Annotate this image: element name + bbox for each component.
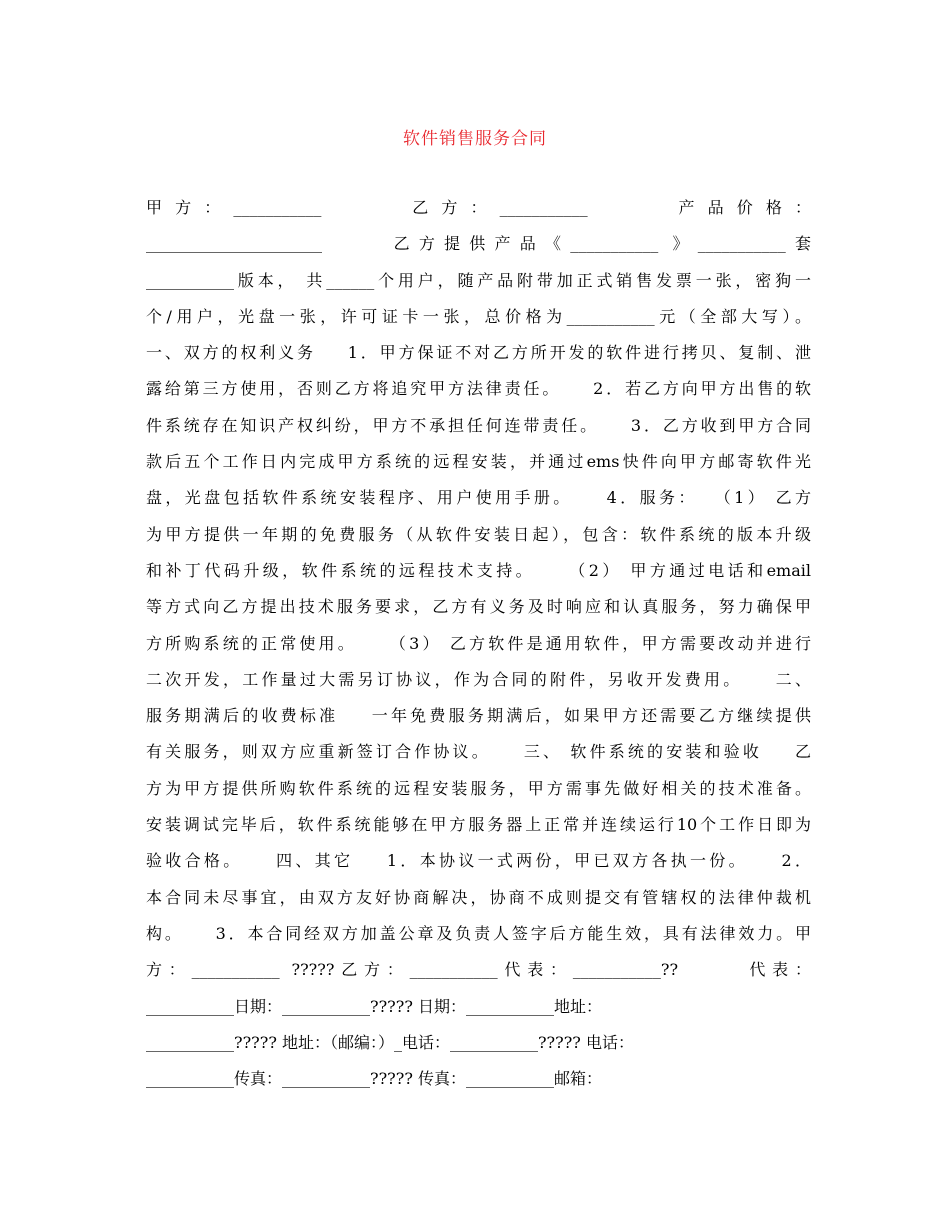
body-line: 有关服务，则双方应重新签订合作协议。 三、 软件系统的安装和验收 乙 (146, 742, 811, 762)
body-line: 款后五个工作日内完成甲方系统的远程安装，并通过ems快件向甲方邮寄软件光 (146, 452, 811, 472)
body-line: 一、双方的权利义务 1．甲方保证不对乙方所开发的软件进行拷贝、复制、泄 (146, 343, 811, 363)
body-line: 方所购系统的正常使用。 （3） 乙方软件是通用软件，甲方需要改动并进行 (146, 633, 811, 653)
body-line: 和补丁代码升级，软件系统的远程技术支持。 （2） 甲方通过电话和email (146, 560, 811, 580)
body-line: 安装调试完毕后，软件系统能够在甲方服务器上正常并连续运行10个工作日即为 (146, 815, 811, 835)
contract-body (146, 190, 811, 1097)
body-line: 本合同未尽事宜，由双方友好协商解决，协商不成则提交有管辖权的法律仲裁机 (146, 887, 811, 907)
body-line: ___________版本， 共______个用户，随产品附带加正式销售发票一张，密狗一 (146, 270, 811, 290)
body-line: 验收合格。 四、其它 1．本协议一式两份，甲已双方各执一份。 2． (146, 851, 811, 871)
body-line: 盘，光盘包括软件系统安装程序、用户使用手册。 4．服务： （1） 乙方 (146, 488, 811, 508)
body-line: ___________????? 地址：（邮编：）_电话：___________????? 电话： (146, 1032, 634, 1052)
body-line: 方：___________ ?????乙方：___________代表：___________?? 代表： (146, 960, 811, 980)
body-line: 等方式向乙方提出技术服务要求，乙方有义务及时响应和认真服务，努力确保甲 (146, 597, 811, 617)
body-line: 露给第三方使用，否则乙方将追究甲方法律责任。 2．若乙方向甲方出售的软 (146, 379, 811, 399)
body-line: ___________日期：___________????? 日期：___________地址： (146, 996, 602, 1016)
body-line: 构。 3．本合同经双方加盖公章及负责人签字后方能生效，具有法律效力。甲 (146, 923, 811, 943)
body-line: 二次开发，工作量过大需另订协议，作为合同的附件，另收开发费用。 二、 (146, 669, 811, 689)
body-line: 甲方：___________ 乙方：___________ 产品价格： (146, 198, 811, 217)
body-line: 服务期满后的收费标准 一年免费服务期满后，如果甲方还需要乙方继续提供 (146, 706, 811, 726)
body-line: ___________传真：___________????? 传真：___________邮箱： (146, 1069, 602, 1089)
body-line: 方为甲方提供所购软件系统的远程安装服务，甲方需事先做好相关的技术准备。 (146, 778, 811, 798)
body-line: ______________________ 乙方提供产品《___________ 》___________套 (146, 234, 811, 254)
body-line: 件系统存在知识产权纠纷，甲方不承担任何连带责任。 3．乙方收到甲方合同 (146, 415, 811, 435)
body-line: 为甲方提供一年期的免费服务（从软件安装日起），包含：软件系统的版本升级 (146, 524, 811, 544)
document-title: 软件销售服务合同 (403, 129, 547, 149)
body-line: 个/用户，光盘一张，许可证卡一张，总价格为___________元（全部大写）。 (146, 306, 811, 326)
